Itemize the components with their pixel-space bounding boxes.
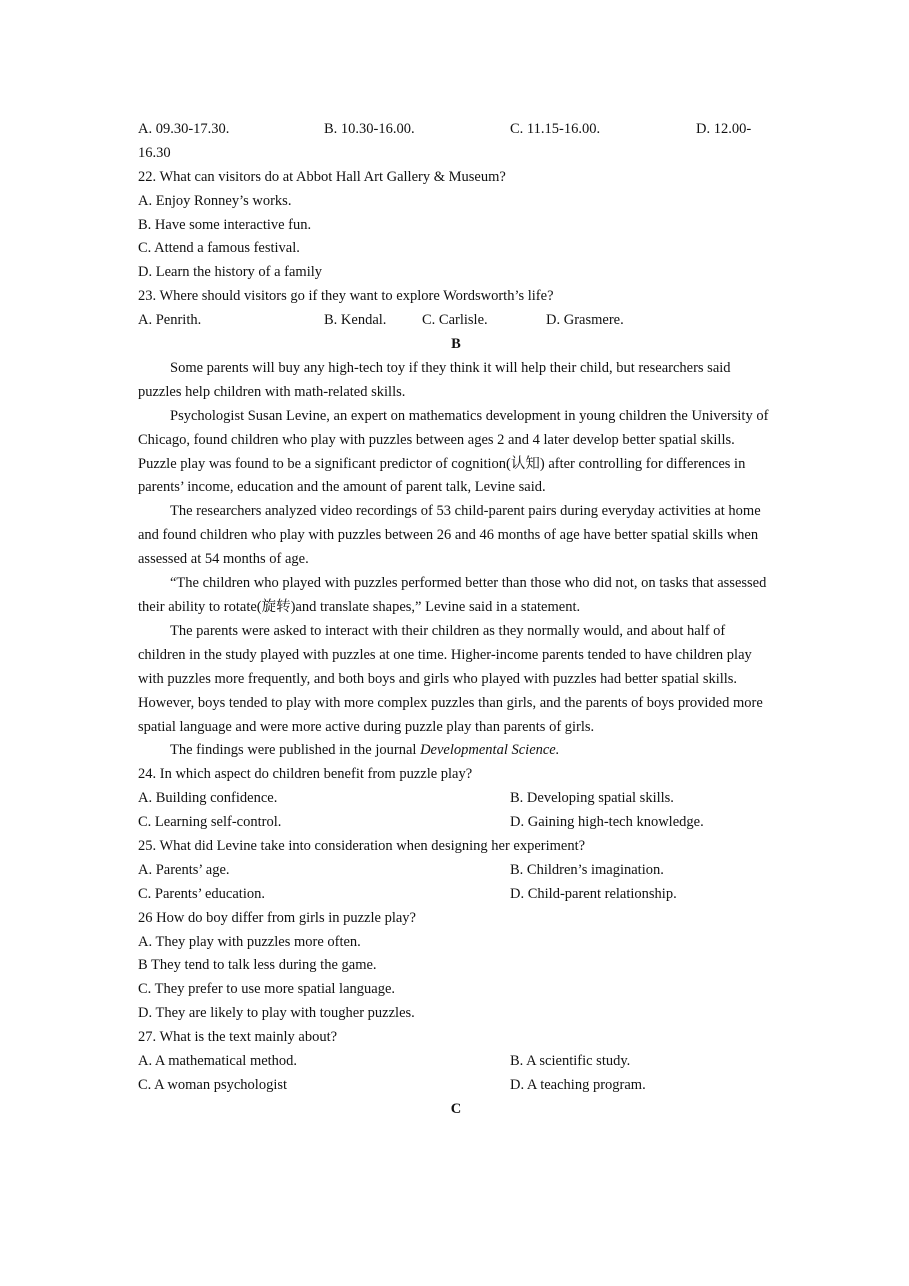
q23-option-b: B. Kendal. bbox=[324, 312, 387, 329]
q23-option-a: A. Penrith. bbox=[138, 312, 202, 329]
exam-page bbox=[138, 118, 774, 1122]
q23-options bbox=[138, 309, 774, 333]
q27-option-c: C. A woman psychologist bbox=[138, 1076, 288, 1093]
q22-option-c: C. Attend a famous festival. bbox=[138, 240, 300, 257]
q27-options-row-1 bbox=[138, 1050, 774, 1074]
q21-option-a: A. 09.30-17.30. bbox=[138, 121, 230, 137]
q24-options-row-1 bbox=[138, 787, 774, 811]
q24-option-b: B. Developing spatial skills. bbox=[510, 790, 674, 807]
q26-option-c: C. They prefer to use more spatial language. bbox=[138, 981, 396, 998]
q26-option-a: A. They play with puzzles more often. bbox=[138, 933, 361, 950]
q27-option-a: A. A mathematical method. bbox=[138, 1053, 298, 1069]
q26-stem: 26 How do boy differ from girls in puzzle play? bbox=[138, 909, 416, 926]
q25-options-row-2 bbox=[138, 883, 774, 907]
q21-option-d-continued: 16.30 bbox=[138, 144, 171, 161]
passage-paragraph-3: The researchers analyzed video recordings of 53 child-parent pairs during everyday activities at home and found children who play with puzzles between 26 and 46 months of age have better spatial skills when assessed at 54 months of age. bbox=[138, 503, 761, 568]
q21-option-b: B. 10.30-16.00. bbox=[324, 121, 415, 137]
q26-option-b: B They tend to talk less during the game. bbox=[138, 957, 377, 974]
q27-options-row-2 bbox=[138, 1074, 774, 1098]
q27-option-b: B. A scientific study. bbox=[510, 1053, 631, 1069]
section-heading-c: C bbox=[450, 1100, 462, 1117]
q25-option-b: B. Children’s imagination. bbox=[510, 861, 664, 878]
q21-option-c: C. 11.15-16.00. bbox=[510, 121, 601, 137]
q25-option-c: C. Parents’ education. bbox=[138, 885, 265, 902]
passage-paragraph-5: The parents were asked to interact with their children as they normally would, and about half of children in the study played with puzzles at one time. Higher-income parents tended to have children play with puzzles more frequently, and both boys and girls who played with puzzles had better spatial skills. However, boys tended to play with more complex puzzles than girls, and the parents of boys provided more spatial language and were more active during puzzle play than parents of girls. bbox=[138, 622, 763, 735]
q25-stem: 25. What did Levine take into consideration when designing her experiment? bbox=[138, 837, 586, 854]
q21-option-d: D. 12.00- bbox=[696, 121, 752, 137]
q22-option-b: B. Have some interactive fun. bbox=[138, 216, 312, 233]
paragraph-6-text: The findings were published in the journal bbox=[170, 742, 421, 759]
journal-title: Developmental Science. bbox=[420, 742, 560, 759]
q22-stem: 22. What can visitors do at Abbot Hall Art Gallery & Museum? bbox=[138, 168, 506, 185]
q22-option-a: A. Enjoy Ronney’s works. bbox=[138, 192, 292, 209]
q24-option-d: D. Gaining high-tech knowledge. bbox=[510, 814, 704, 831]
q25-option-d: D. Child-parent relationship. bbox=[510, 885, 677, 902]
q24-options-row-2 bbox=[138, 811, 774, 835]
q22-option-d: D. Learn the history of a family bbox=[138, 264, 323, 281]
q23-stem: 23. Where should visitors go if they want to explore Wordsworth’s life? bbox=[138, 288, 554, 305]
passage-paragraph-6 bbox=[138, 739, 774, 763]
q26-option-d: D. They are likely to play with tougher puzzles. bbox=[138, 1005, 415, 1022]
section-heading-b: B bbox=[451, 336, 461, 353]
q24-option-c: C. Learning self-control. bbox=[138, 814, 282, 831]
passage-paragraph-1: Some parents will buy any high-tech toy if they think it will help their child, but researchers said puzzles help children with math-related skills. bbox=[138, 359, 731, 400]
q21-options bbox=[138, 118, 774, 142]
q25-options-row-1 bbox=[138, 859, 774, 883]
q25-option-a: A. Parents’ age. bbox=[138, 861, 230, 878]
passage-paragraph-2: Psychologist Susan Levine, an expert on mathematics development in young children the University of Chicago, found children who play with puzzles between ages 2 and 4 later develop better spatial skills. Puzzle play was found to be a significant predictor of cognition(认知) after controlling for differences in parents’ income, education and the amount of parent talk, Levine said. bbox=[138, 407, 769, 496]
q23-option-d: D. Grasmere. bbox=[546, 312, 624, 329]
q27-stem: 27. What is the text mainly about? bbox=[138, 1029, 338, 1046]
q24-option-a: A. Building confidence. bbox=[138, 790, 278, 807]
passage-paragraph-4: “The children who played with puzzles performed better than those who did not, on tasks that assessed their ability to rotate(旋转)and translate shapes,” Levine said in a statement. bbox=[138, 575, 767, 615]
q24-stem: 24. In which aspect do children benefit from puzzle play? bbox=[138, 766, 473, 783]
q27-option-d: D. A teaching program. bbox=[510, 1076, 646, 1093]
q23-option-c: C. Carlisle. bbox=[422, 312, 488, 329]
